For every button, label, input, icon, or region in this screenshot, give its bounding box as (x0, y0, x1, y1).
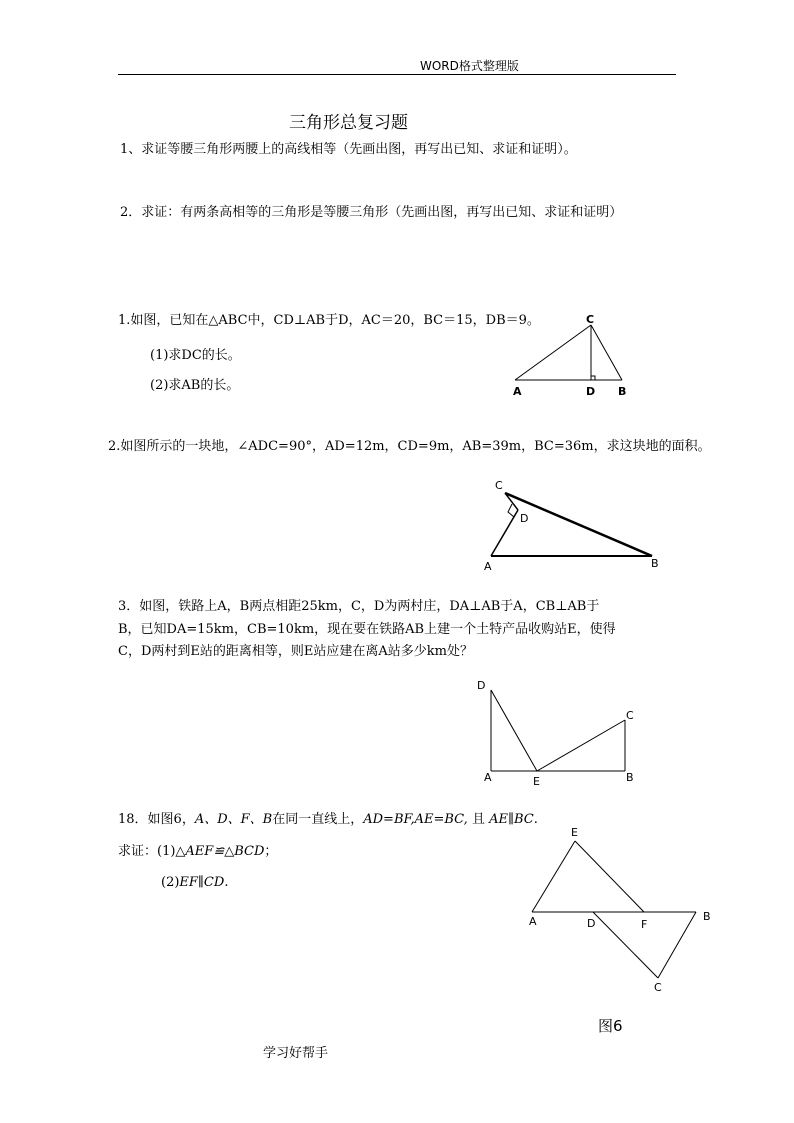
page-title: 三角形总复习题 (289, 113, 408, 133)
figure18-label-e: E (571, 826, 578, 839)
figure3-label-e: E (533, 775, 540, 788)
figure18-label-d: D (587, 917, 596, 930)
figure-6-caption: 图6 (598, 1017, 623, 1035)
figure2-label-b: B (651, 557, 659, 570)
figure3-label-c: C (626, 709, 634, 722)
problem-18-parallel: AE∥BC (489, 812, 534, 827)
figure1-label-d: D (586, 385, 596, 398)
problem-18-prove-label: 求证：(1) (118, 844, 176, 859)
figure1-label-a: A (513, 385, 522, 398)
problem-18-prefix: 18．如图6， (118, 812, 195, 827)
figure18-label-b: B (703, 910, 711, 923)
problem-18-prove-2-expr: EF∥CD (179, 875, 225, 890)
figure3-label-d: D (477, 679, 486, 692)
problem-3-line-1: 3．如图，铁路上A，B两点相距25km，C，D为两村庄，DA⊥AB于A，CB⊥AB于 (118, 599, 600, 614)
figure2-label-d: D (520, 512, 529, 525)
proof-question-2: 2．求证：有两条高相等的三角形是等腰三角形（先画出图，再写出已知、求证和证明） (120, 205, 623, 220)
problem-18-conditions: AD=BF,AE=BC, (363, 812, 468, 827)
problem-18-prove-2-end: . (224, 875, 229, 890)
problem-3-line-3: C，D两村到E站的距离相等，则E站应建在离A站多少km处？ (118, 644, 473, 659)
page-header: WORD格式整理版 (420, 59, 519, 73)
problem-18-prove-2-label: (2) (161, 875, 180, 890)
figure2-label-a: A (484, 560, 492, 573)
problem-1-sub1: (1)求DC的长。 (150, 348, 241, 363)
figure18-label-c: C (654, 981, 662, 994)
figure1-label-b: B (618, 385, 627, 398)
problem-18-prove-1-end: ； (264, 844, 278, 859)
problem-3-line-2: B，已知DA=15km，CB=10km，现在要在铁路AB上建一个土特产品收购站E，使得 (118, 622, 616, 637)
problem-2-text: 2.如图所示的一块地，∠ADC=90°，AD=12m，CD=9m，AB=39m，BC=36m，求这块地的面积。 (108, 439, 711, 454)
problem-1-sub2: (2)求AB的长。 (150, 378, 240, 393)
figure3-label-b: B (626, 771, 634, 784)
figure3-label-a: A (484, 771, 492, 784)
problem-18-points: A、D、F、B (194, 812, 273, 827)
problem-18-mid: 在同一直线上， (272, 812, 364, 827)
problem-1-text: 1.如图，已知在△ABC中，CD⊥AB于D，AC＝20，BC＝15，DB＝9。 (118, 313, 540, 328)
page-footer: 学习好帮手 (263, 1046, 329, 1061)
problem-18-prove-1-expr: △AEF≌△BCD (175, 844, 265, 859)
problem-18-and: 且 (471, 812, 485, 827)
proof-question-1: 1、求证等腰三角形两腰上的高线相等（先画出图，再写出已知、求证和证明）。 (120, 142, 577, 157)
figure18-label-f: F (641, 918, 648, 931)
figure2-label-c: C (495, 479, 503, 492)
problem-18-end: . (533, 812, 538, 827)
figure18-label-a: A (529, 915, 537, 928)
figure1-label-c: C (586, 313, 595, 326)
